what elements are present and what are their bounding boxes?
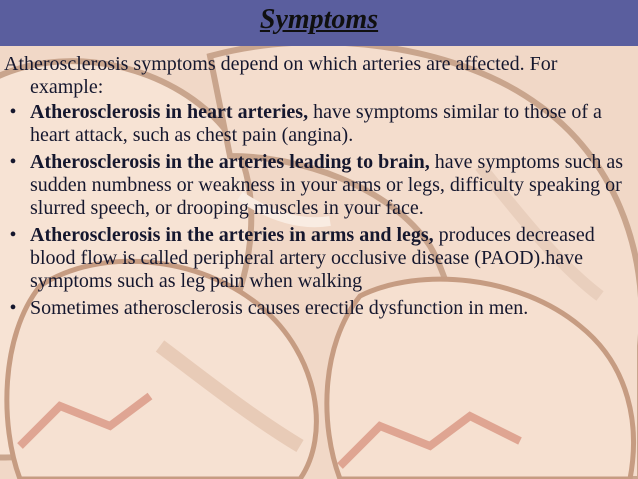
bullet-icon: •: [9, 224, 17, 246]
slide-title: Symptoms: [259, 4, 379, 35]
bullet-text: have symptoms such as sudden numbness or weakness in your arms or legs, difficulty speaking or slurred speech, or drooping muscles in your face.: [30, 151, 624, 219]
bullet-text: Sometimes atherosclerosis causes erectile dysfunction in men.: [30, 297, 529, 319]
slide-body: [4, 53, 630, 324]
list-item: [4, 297, 630, 320]
bullet-text: have symptoms similar to those of a heart attack, such as chest pain (angina).: [30, 101, 602, 146]
bullet-lead-text: Atherosclerosis in the arteries leading to brain,: [30, 151, 430, 173]
bullet-icon: •: [9, 297, 17, 319]
list-item: [4, 101, 630, 147]
bullet-list: [4, 101, 630, 320]
bullet-icon: •: [9, 151, 17, 173]
bullet-icon: •: [9, 101, 17, 123]
bullet-lead-text: Atherosclerosis in the arteries in arms and legs,: [30, 224, 434, 246]
list-item: [4, 151, 630, 220]
intro-text: Atherosclerosis symptoms depend on which arteries are affected. For example:: [4, 53, 558, 98]
list-item: [4, 224, 630, 293]
bullet-lead-text: Atherosclerosis in heart arteries,: [30, 101, 309, 123]
bullet-text: produces decreased blood flow is called peripheral artery occlusive disease (PAOD).have symptoms such as leg pain when walking: [30, 224, 595, 292]
